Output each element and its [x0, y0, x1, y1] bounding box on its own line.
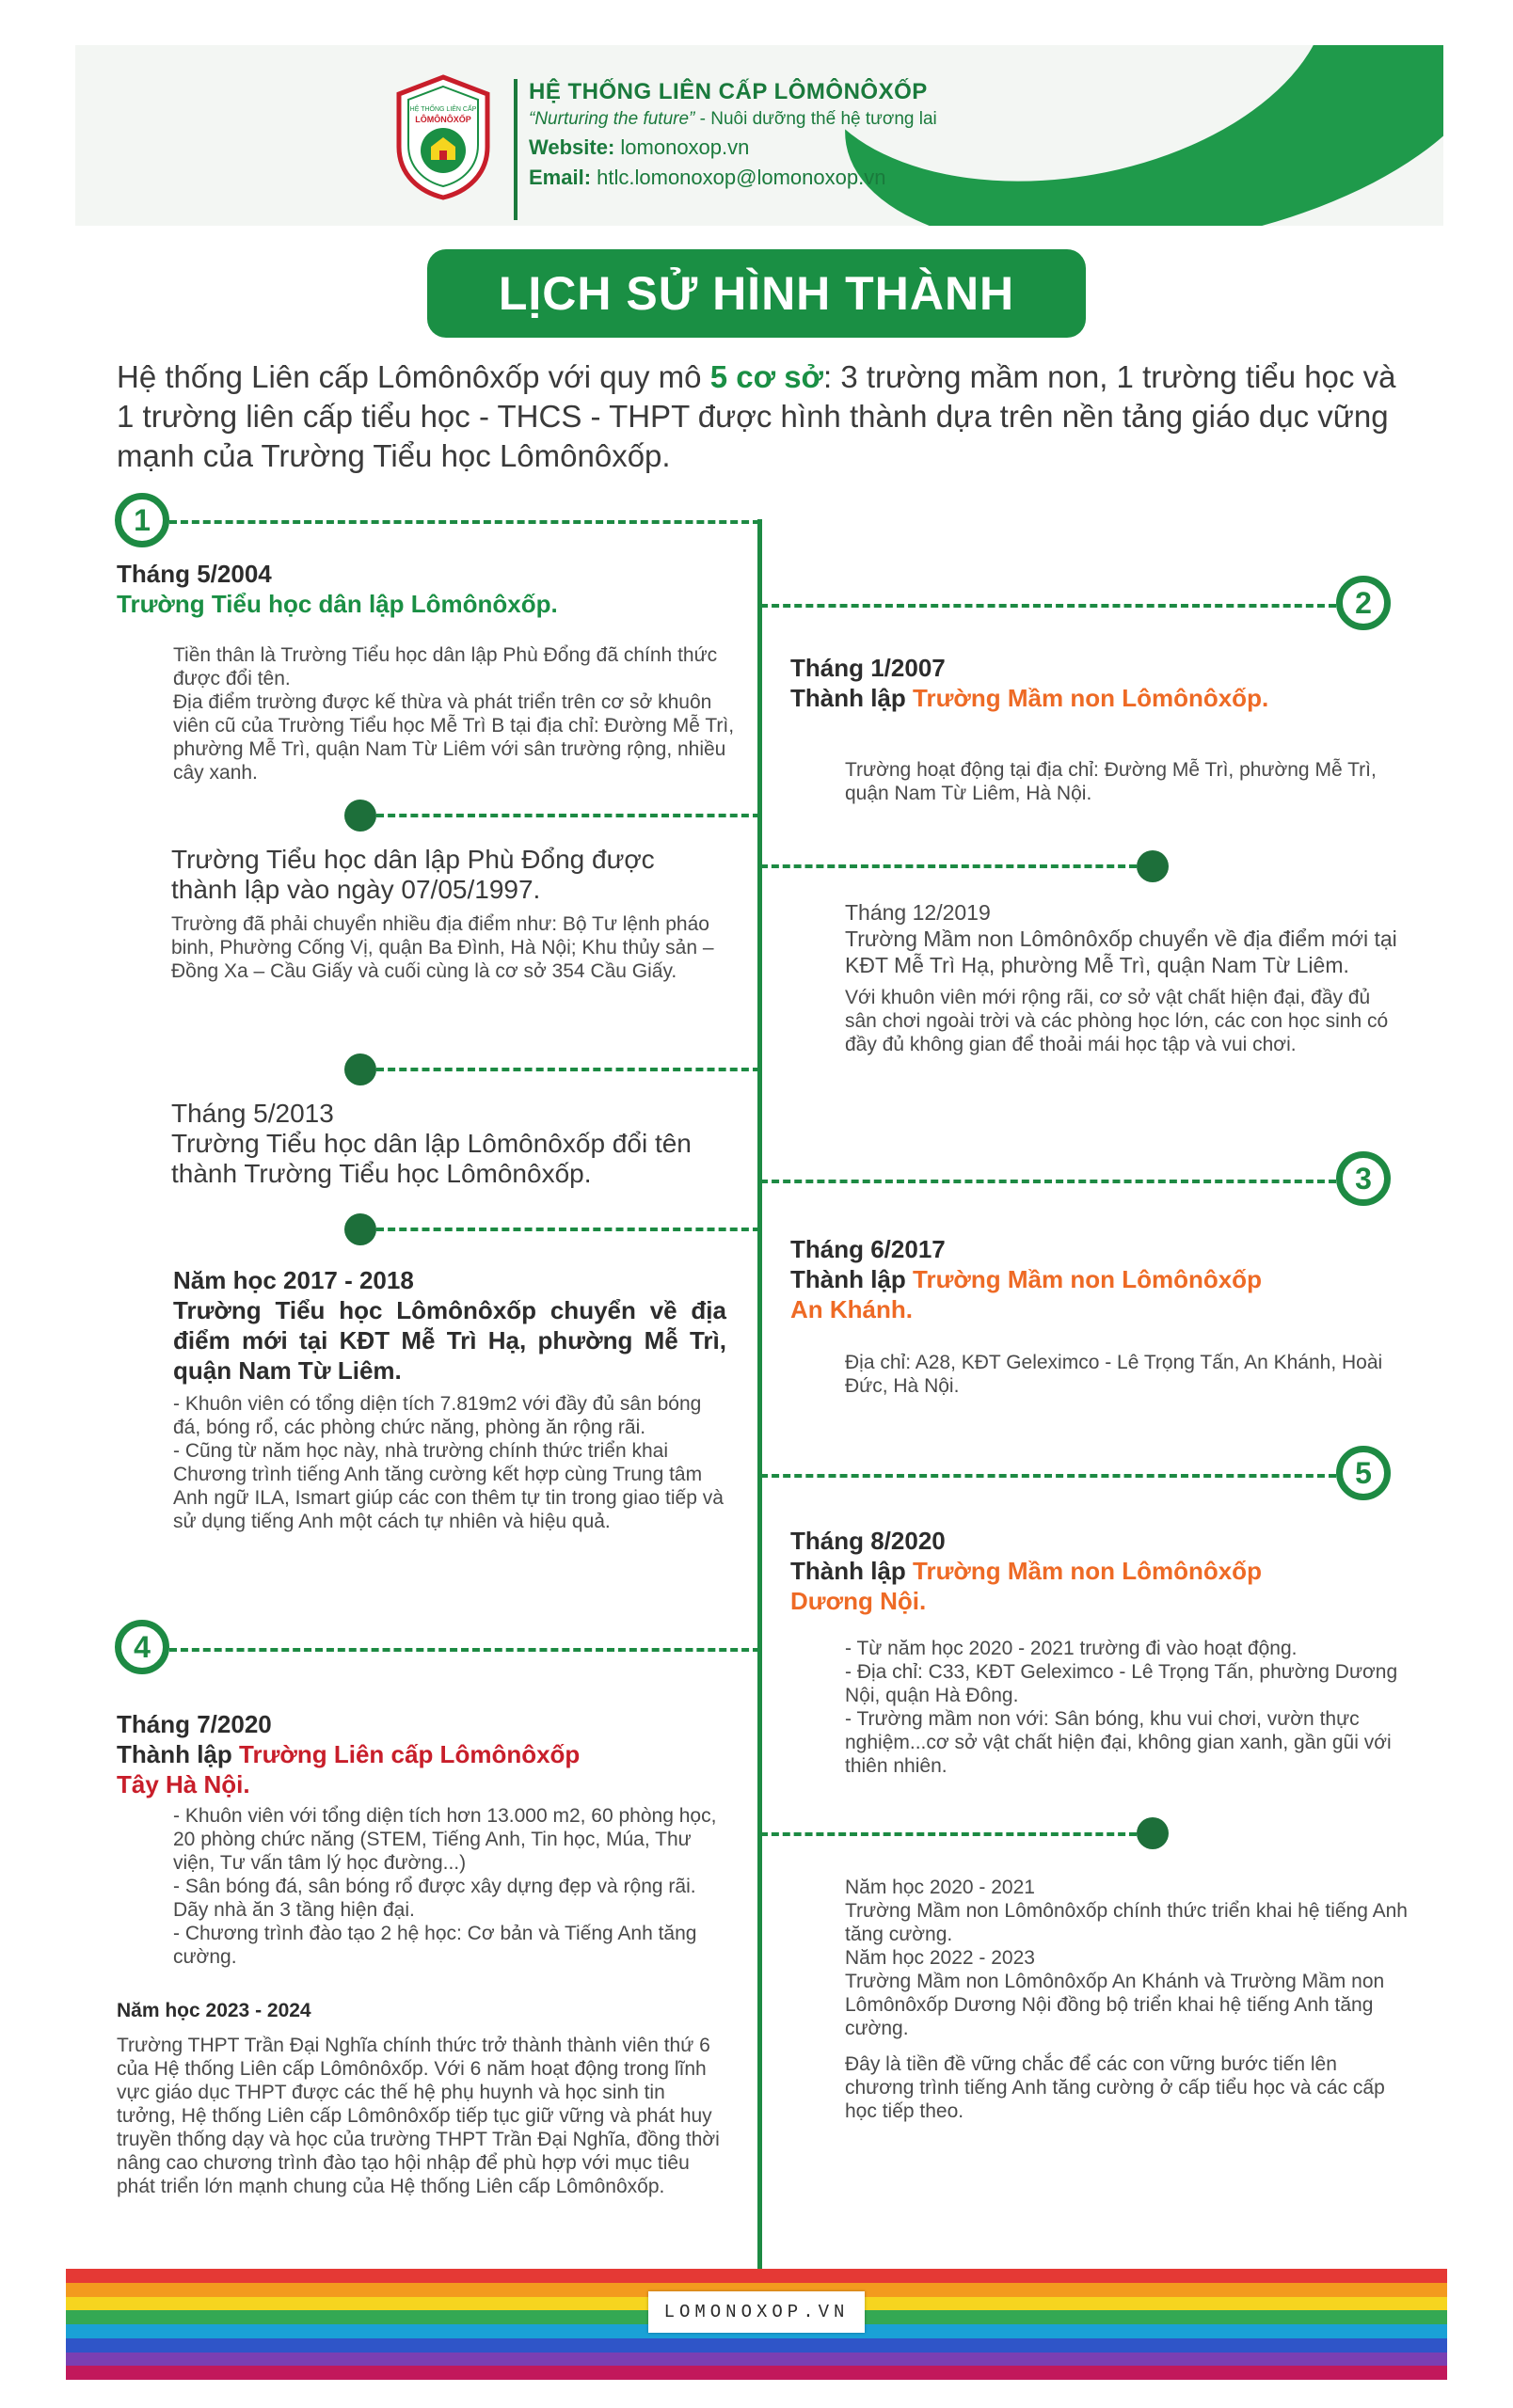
footer-site-label: LOMONOXOP.VN — [663, 2302, 850, 2322]
website-label: Website: — [529, 135, 615, 159]
event-title: Trường Tiểu học Lômônôxốp chuyển về địa điểm mới tại KĐT Mễ Trì Hạ, phường Mễ Trì, quận Nam Từ Liêm. — [173, 1296, 726, 1385]
milestone-date: Tháng 6/2017 — [790, 1235, 946, 1263]
svg-text:HỆ THỐNG LIÊN CẤP: HỆ THỐNG LIÊN CẤP — [409, 106, 477, 113]
email-label: Email: — [529, 166, 592, 189]
event-date: Năm học 2017 - 2018 — [173, 1266, 414, 1294]
event-2017-2018 — [173, 1265, 726, 1386]
svg-text:LÔMÔNÔXỐP: LÔMÔNÔXỐP — [415, 115, 471, 124]
milestone-2-body: Trường hoạt động tại địa chỉ: Đường Mễ Trì, phường Mễ Trì, quận Nam Từ Liêm, Hà Nội. — [845, 759, 1377, 804]
school-logo-icon — [393, 73, 493, 201]
event-phu-dong-body: Trường đã phải chuyển nhiều địa điểm như: Bộ Tư lệnh pháo binh, Phường Cống Vị, quận Ba Đình, Hà Nội; Khu thủy sản – Đồng Xa – Cầu Giấy và cuối cùng là cơ sở 354 Cầu Giấy. — [171, 913, 714, 982]
timeline-axis — [757, 519, 762, 2318]
badge-number: 3 — [1355, 1161, 1372, 1196]
milestone-2 — [790, 653, 1411, 713]
milestone-badge-3 — [1336, 1151, 1391, 1206]
website-link[interactable]: lomonoxop.vn — [614, 135, 750, 159]
milestone-1-body: Tiền thân là Trường Tiểu học dân lập Phù Đổng đã chính thức được đổi tên. Địa điểm trường được kế thừa và phát triển trên cơ sở khuôn viên cũ của Trường Tiểu học Mễ Trì B tại địa chỉ: Đường Mễ Trì, phường Mễ Trì, quận Nam Từ Liêm với sân trường rộng, nhiều cây xanh. — [173, 644, 735, 784]
milestone-badge-2 — [1336, 576, 1391, 630]
timeline-dot — [344, 1054, 376, 1085]
milestone-date: Tháng 8/2020 — [790, 1527, 946, 1555]
title-name: Trường Liên cấp Lômônôxốp — [239, 1740, 581, 1768]
milestone-title — [790, 1556, 1411, 1586]
rainbow-stripe — [66, 2353, 1447, 2367]
milestone-5-body: - Từ năm học 2020 - 2021 trường đi vào hoạt động. - Địa chỉ: C33, KĐT Geleximco - Lê Trọng Tấn, phường Dương Nội, quận Hà Đông. - Trường mầm non với: Sân bóng, khu vui chơi, vườn thực nghiệm...cơ sở vật chất hiện đại, không gian xanh, gần gũi với thiên nhiên. — [845, 1638, 1398, 1777]
milestone-date: Tháng 5/2004 — [117, 560, 272, 588]
title-name-cont: An Khánh. — [790, 1295, 913, 1323]
connector-4 — [169, 1648, 760, 1652]
rainbow-stripe — [66, 2366, 1447, 2380]
connector-5 — [760, 1474, 1336, 1478]
event-date: Tháng 12/2019 — [845, 900, 991, 925]
intro-highlight: 5 cơ sở — [709, 359, 824, 394]
intro-paragraph — [117, 357, 1415, 476]
page-title: LỊCH SỬ HÌNH THÀNH — [498, 267, 1015, 320]
milestone-date: Tháng 1/2007 — [790, 654, 946, 682]
milestone-4-body: - Khuôn viên với tổng diện tích hơn 13.000 m2, 60 phòng học, 20 phòng chức năng (STEM, Tiếng Anh, Tin học, Múa, Thư viện, Tư vấn tâm lý học đường...) - Sân bóng đá, sân bóng rổ được xây dựng đẹp và rộng rãi. Dãy nhà ăn 3 tầng hiện đại. - Chương trình đào tạo 2 hệ học: Cơ bản và Tiếng Anh tăng cường. — [173, 1805, 717, 1968]
email-line — [529, 166, 937, 190]
connector-3 — [760, 1180, 1336, 1183]
timeline-dot — [1137, 850, 1169, 882]
intro-text-1: Hệ thống Liên cấp Lômônôxốp với quy mô — [117, 359, 710, 394]
header-banner — [75, 45, 1443, 226]
event-2017-2018-body: - Khuôn viên có tổng diện tích 7.819m2 với đầy đủ sân bóng đá, bóng rổ, các phòng chức năng, phòng ăn rộng rãi. - Cũng từ năm học này, nhà trường chính thức triển khai Chương trình tiếng Anh tăng cường kết hợp cùng Trung tâm Anh ngữ ILA, Ismart giúp các con thêm tự tin trong giao tiếp và sử dụng tiếng Anh một cách tự nhiên và hiệu quả. — [173, 1393, 724, 1532]
badge-number: 4 — [134, 1629, 151, 1664]
milestone-5 — [790, 1526, 1411, 1616]
title-prefix: Thành lập — [790, 684, 913, 712]
email-link[interactable]: htlc.lomonoxop@lomonoxop.vn — [591, 166, 886, 189]
rainbow-stripe — [66, 2338, 1447, 2353]
badge-number: 1 — [134, 502, 151, 537]
milestone-badge-4 — [115, 1620, 169, 1674]
timeline-dot — [344, 1213, 376, 1245]
milestone-title — [790, 1264, 1411, 1294]
badge-number: 2 — [1355, 585, 1372, 620]
milestone-1 — [117, 559, 738, 619]
connector-1 — [169, 520, 760, 524]
milestone-date: Tháng 7/2020 — [117, 1710, 272, 1738]
title-name: Trường Mầm non Lômônôxốp — [913, 1557, 1262, 1585]
connector-right-a — [760, 864, 1137, 868]
timeline-dot — [1137, 1817, 1169, 1849]
title-name: Trường Mầm non Lômônôxốp. — [913, 684, 1269, 712]
title-prefix: Thành lập — [117, 1740, 239, 1768]
english-program-tail: Đây là tiền đề vững chắc để các con vững bước tiến lên chương trình tiếng Anh tăng cường ở cấp tiểu học và các cấp học tiếp theo. — [845, 2053, 1385, 2122]
milestone-4 — [117, 1709, 738, 1799]
milestone-title — [790, 683, 1411, 713]
intro-text-2: : 3 trường mầm non, 1 trường tiểu học và 1 trường liên cấp tiểu học - THCS - THPT được hình thành dựa trên nền tảng giáo dục vững mạnh của Trường Tiểu học Lômônôxốp. — [117, 359, 1396, 473]
org-slogan — [529, 109, 937, 130]
milestone-title: Trường Tiểu học dân lập Lômônôxốp. — [117, 590, 558, 618]
website-line — [529, 135, 937, 160]
connector-left-c — [376, 1228, 760, 1231]
page-title-box — [427, 249, 1086, 338]
event-2013-date: Tháng 5/2013 — [171, 1099, 334, 1128]
title-prefix: Thành lập — [790, 1265, 913, 1293]
org-title: HỆ THỐNG LIÊN CẤP LÔMÔNÔXỐP — [529, 79, 928, 104]
event-phu-dong-head: Trường Tiểu học dân lập Phù Đổng được thành lập vào ngày 07/05/1997. — [171, 845, 655, 904]
slogan-vietnamese: - Nuôi dưỡng thế hệ tương lai — [694, 109, 937, 129]
header-divider — [514, 79, 518, 220]
title-prefix: Thành lập — [790, 1557, 913, 1585]
badge-number: 5 — [1355, 1455, 1372, 1490]
event-head: Trường Mầm non Lômônôxốp chuyển về địa điểm mới tại KĐT Mễ Trì Hạ, phường Mễ Trì, quận Nam Từ Liêm. — [845, 927, 1397, 977]
event-12-2019 — [845, 899, 1402, 1056]
milestone-badge-1 — [115, 493, 169, 547]
milestone-3-body: Địa chỉ: A28, KĐT Geleximco - Lê Trọng Tấn, An Khánh, Hoài Đức, Hà Nội. — [845, 1352, 1383, 1397]
event-2013-head: Trường Tiểu học dân lập Lômônôxốp đổi tên thành Trường Tiểu học Lômônôxốp. — [171, 1129, 692, 1188]
title-name-cont: Tây Hà Nội. — [117, 1770, 250, 1798]
connector-right-b — [760, 1832, 1137, 1836]
milestone-badge-5 — [1336, 1446, 1391, 1500]
title-name: Trường Mầm non Lômônôxốp — [913, 1265, 1262, 1293]
timeline-dot — [344, 800, 376, 832]
event-body: Với khuôn viên mới rộng rãi, cơ sở vật chất hiện đại, đầy đủ sân chơi ngoài trời và các phòng học lớn, các con học sinh có đầy đủ không gian để thoải mái học tập và vui chơi. — [845, 987, 1389, 1055]
header-text — [529, 79, 937, 190]
milestone-title — [117, 1739, 738, 1769]
event-2023-2024-body: Trường THPT Trần Đại Nghĩa chính thức trở thành thành viên thứ 6 của Hệ thống Liên cấp Lômônôxốp. Với 6 năm hoạt động trong lĩnh vực giáo dục THPT được các thế hệ phụ huynh và học sinh tin tưởng, Hệ thống Liên cấp Lômônôxốp tiếp tục giữ vững và phát huy truyền thống dạy và học của trường THPT Trần Đại Nghĩa, đồng thời nâng cao chương trình đào tạo hội nhập để phù hợp với mục tiêu phát triển lớn mạnh chung của Hệ thống Liên cấp Lômônôxốp. — [117, 2035, 720, 2197]
english-program-body: Năm học 2020 - 2021 Trường Mầm non Lômônôxốp chính thức triển khai hệ tiếng Anh tăng cường. Năm học 2022 - 2023 Trường Mầm non Lômônôxốp An Khánh và Trường Mầm non Lômônôxốp Dương Nội đồng bộ triển khai hệ tiếng Anh tăng cường. — [845, 1877, 1408, 2039]
title-name-cont: Dương Nội. — [790, 1587, 927, 1615]
connector-2 — [760, 604, 1336, 608]
connector-left-b — [376, 1068, 760, 1071]
event-2023-2024-date: Năm học 2023 - 2024 — [117, 2000, 311, 2021]
connector-left-a — [376, 814, 760, 817]
rainbow-stripe — [66, 2269, 1447, 2283]
footer-site-tag[interactable] — [648, 2291, 865, 2333]
slogan-english: “Nurturing the future” — [529, 109, 695, 129]
milestone-3 — [790, 1234, 1411, 1324]
